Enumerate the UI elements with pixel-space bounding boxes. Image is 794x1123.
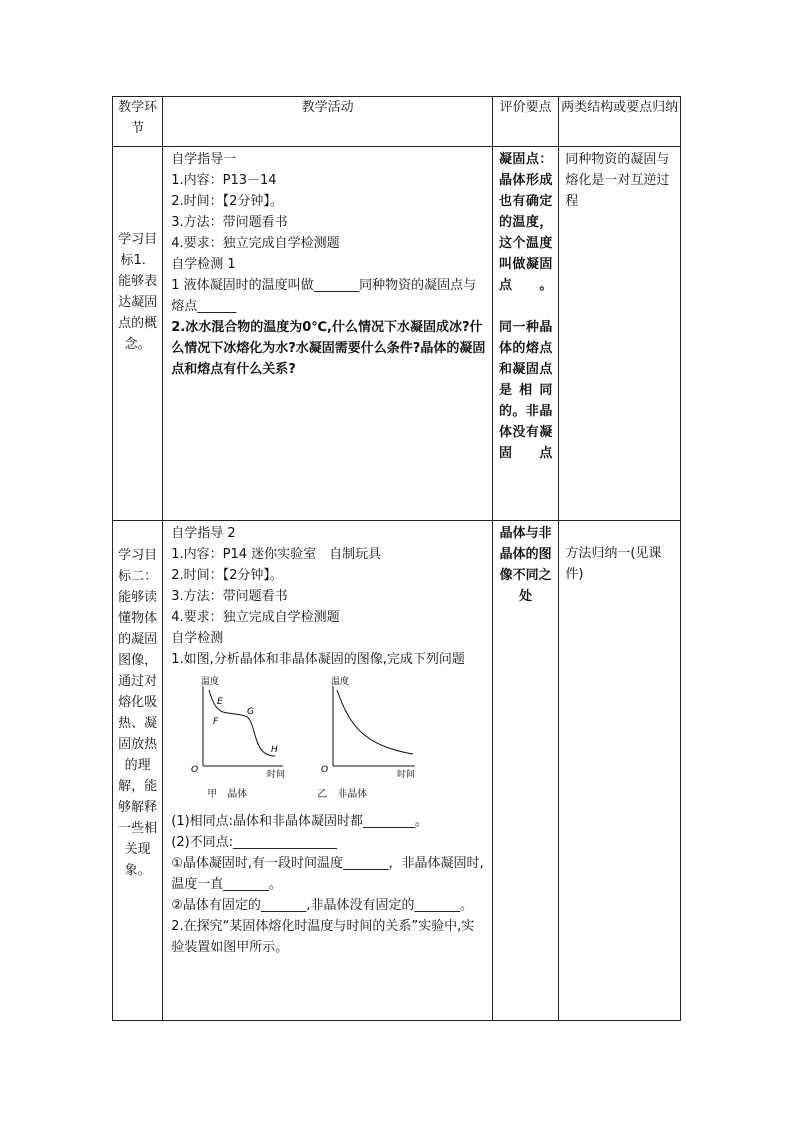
goal-1-text: 学习目标1．能够表达凝固点的概念。 bbox=[118, 232, 158, 352]
lesson-plan-table bbox=[112, 96, 681, 1021]
activity-2-line: 1.如图,分析晶体和非晶体凝固的图像,完成下列问题 bbox=[171, 652, 465, 667]
crystal-ylabel: 温度 bbox=[201, 677, 220, 687]
activity-2-line: 3.方法：带问题看书 bbox=[171, 589, 288, 604]
activity-2-line: 1.内容：P14 迷你实验室 自制玩具 bbox=[171, 547, 382, 562]
goal-2-cell bbox=[113, 521, 163, 1021]
amorphous-xlabel: 时间 bbox=[397, 770, 416, 780]
header-evaluation-points: 评价要点 bbox=[492, 97, 558, 147]
amorphous-curve bbox=[337, 690, 413, 754]
crystal-xlabel: 时间 bbox=[267, 770, 286, 780]
graph-captions bbox=[207, 784, 486, 805]
eval-1-para-1: 凝固点：晶体形成也有确定的温度，这个温度叫做凝固点。 bbox=[498, 152, 553, 293]
activity-2-after-line: 2.在探究“某固体熔化时温度与时间的关系”实验中,实验装置如图甲所示。 bbox=[171, 919, 475, 955]
goal-1-cell bbox=[113, 147, 163, 521]
activity-1-line: 1 液体凝固时的温度叫做_______同种物资的凝固点与熔点______ bbox=[171, 278, 477, 314]
goal-2-text: 学习目标二：能够读懂物体的凝固图像，通过对熔化吸热、凝固放热的理解，能够解释一些相关现象。 bbox=[118, 548, 158, 878]
activity-2-after-line: (1)相同点:晶体和非晶体凝固时都________。 bbox=[171, 814, 429, 829]
amorphous-ylabel: 温度 bbox=[331, 677, 350, 687]
eval-1-cell bbox=[492, 147, 558, 521]
row-goal-1 bbox=[113, 147, 681, 521]
header-teaching-stage: 教学环节 bbox=[113, 97, 163, 147]
amorphous-caption: 乙 非晶体 bbox=[317, 789, 368, 800]
crystal-graph bbox=[183, 674, 303, 784]
activity-2-line: 2.时间：【2分钟】。 bbox=[171, 568, 283, 583]
crystal-caption: 甲 晶体 bbox=[207, 789, 248, 800]
header-teaching-activity: 教学活动 bbox=[163, 97, 493, 147]
activity-1-line: 自学检测 1 bbox=[171, 257, 236, 272]
activity-1-line: 3.方法：带问题看书 bbox=[171, 215, 288, 230]
point-f: F bbox=[213, 717, 219, 727]
summary-2-cell bbox=[559, 521, 681, 1021]
activity-2-line: 4.要求：独立完成自学检测题 bbox=[171, 610, 340, 625]
activity-2-after-line: ②晶体有固定的_______,非晶体没有固定的_______。 bbox=[171, 898, 474, 913]
point-e: E bbox=[217, 697, 223, 707]
activity-1-line: 2.时间：【2分钟】。 bbox=[171, 194, 283, 209]
header-summary: 两类结构或要点归纳 bbox=[559, 97, 681, 147]
activity-1-line: 4.要求：独立完成自学检测题 bbox=[171, 236, 340, 251]
activity-2-line: 自学检测 bbox=[171, 631, 224, 646]
eval-2-text: 晶体与非晶体的图像不同之处 bbox=[499, 526, 552, 604]
crystal-origin: O bbox=[191, 765, 199, 775]
point-h: H bbox=[271, 745, 279, 755]
activity-2-after-line: ①晶体凝固时,有一段时间温度_______，非晶体凝固时,温度一直_______。 bbox=[171, 856, 484, 892]
activity-1-cell bbox=[163, 147, 493, 521]
summary-1-cell bbox=[559, 147, 681, 521]
activity-1-line: 自学指导一 bbox=[171, 152, 237, 167]
summary-2-text: 方法归纳一(见课件) bbox=[565, 546, 662, 582]
activity-2-cell bbox=[163, 521, 493, 1021]
eval-2-cell bbox=[492, 521, 558, 1021]
activity-1-line: 1.内容：P13－14 bbox=[171, 173, 277, 188]
activity-2-line: 自学指导 2 bbox=[171, 526, 236, 541]
amorphous-graph bbox=[319, 674, 429, 784]
summary-1-text: 同种物资的凝固与熔化是一对互逆过程 bbox=[565, 152, 670, 209]
header-row bbox=[113, 97, 681, 147]
activity-2-after-line: (2)不同点:________________ bbox=[171, 835, 338, 850]
eval-1-para-2: 同一种晶体的熔点和凝固点是相同的。非晶体没有凝固点 bbox=[498, 320, 553, 461]
activity-1-question: 2.冰水混合物的温度为0℃,什么情况下水凝固成冰?什么情况下冰熔化为水?水凝固需要什么条件?晶体的凝固点和熔点有什么关系? bbox=[171, 320, 486, 377]
graphs-figure bbox=[183, 674, 486, 784]
amorphous-origin: O bbox=[321, 765, 329, 775]
row-goal-2 bbox=[113, 521, 681, 1021]
point-g: G bbox=[247, 707, 255, 717]
